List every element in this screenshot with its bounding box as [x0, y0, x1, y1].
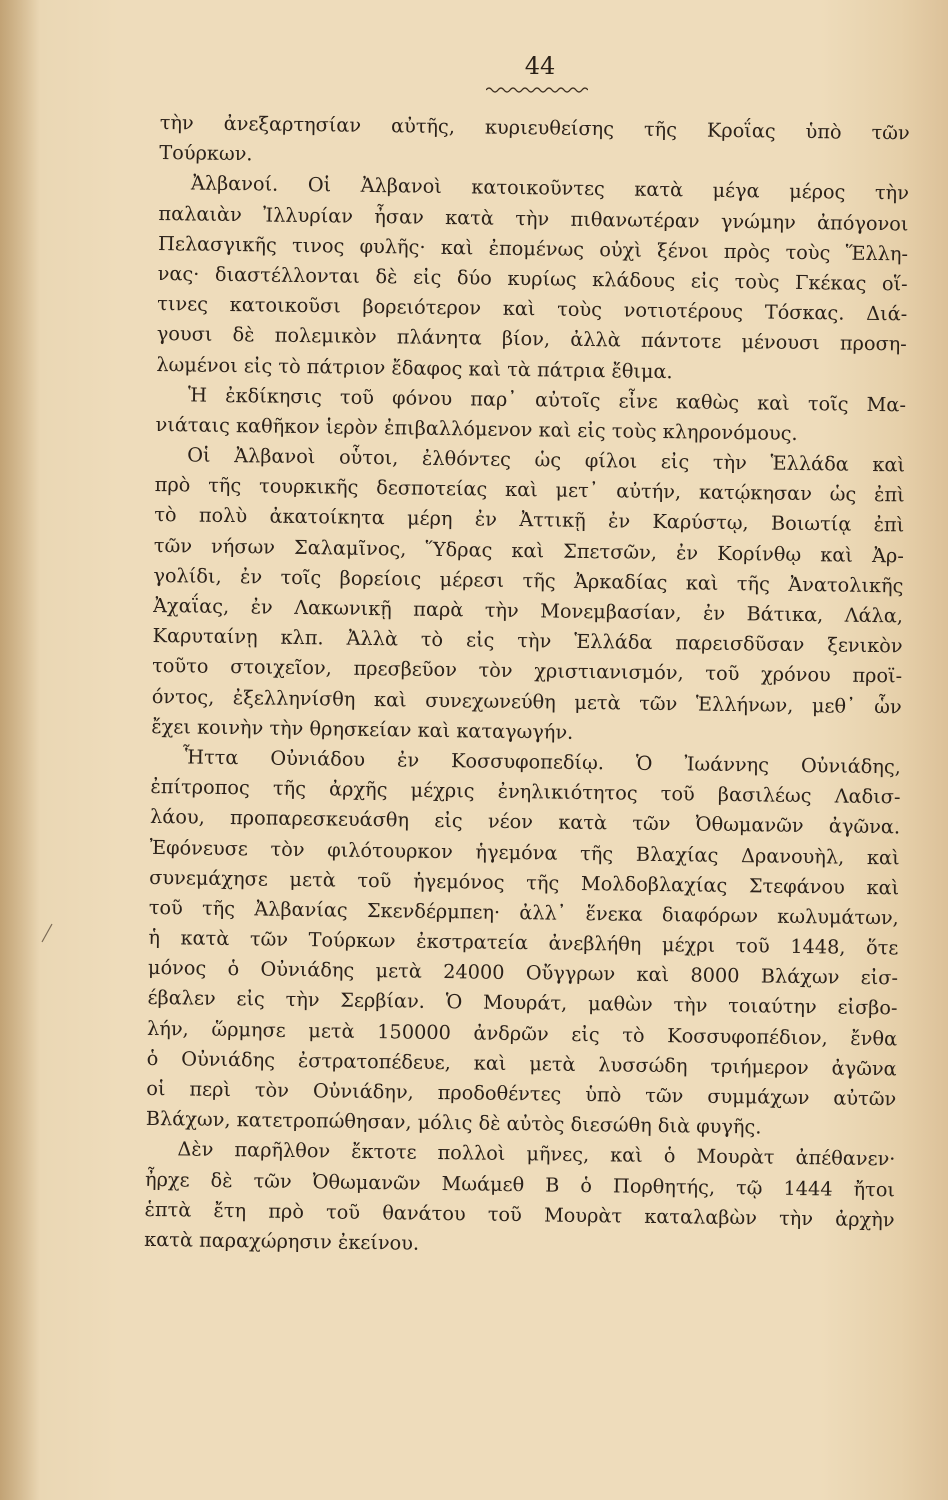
- text-line: Ἀχαΐας, ἐν Λακωνικῇ παρὰ τὴν Μονεμβασίαν, ἐν Βάτικα, Λάλα,: [152, 593, 904, 628]
- text-line: Ἀλβανοί. Οἱ Ἀλβανοὶ κατοικοῦντες κατὰ μέγα μέρος τὴν: [190, 171, 910, 205]
- text-line: μόνος ὁ Οὐνιάδης μετὰ 24000 Οὔγγρων καὶ 8000 Βλάχων εἰσ-: [147, 956, 899, 990]
- text-line: παλαιὰν Ἰλλυρίαν ἦσαν κατὰ τὴν πιθανωτέραν γνώμην ἀπόγονοι: [158, 201, 909, 236]
- text-line: τοῦ τῆς Ἀλβανίας Σκενδέρμπεη· ἀλλ᾽ ἕνεκα διαφόρων κωλυμάτων,: [148, 895, 899, 930]
- text-line: λήν, ὥρμησε μετὰ 150000 ἀνδρῶν εἰς τὸ Κοσσυφοπέδιον, ἔνθα: [146, 1016, 898, 1051]
- text-line: Τούρκων.: [159, 141, 253, 166]
- text-line: ἔχει κοινὴν τὴν θρησκείαν καὶ καταγωγήν.: [151, 714, 574, 744]
- page-number: 44: [524, 52, 556, 80]
- text-line: τὴν ἀνεξαρτησίαν αὐτῆς, κυριευθείσης τῆς Κροΐας ὑπὸ τῶν: [159, 110, 910, 145]
- text-line: ὁ Οὐνιάδης ἐστρατοπέδευε, καὶ μετὰ λυσσώδη τριήμερον ἀγῶνα: [146, 1046, 897, 1081]
- text-line: γουσι δὲ πολεμικὸν πλάνητα βίον, ἀλλὰ πάντοτε μένουσι προση-: [156, 322, 907, 356]
- text-line: λάου, προπαρεσκευάσθη εἰς νέον κατὰ τῶν Ὀθωμανῶν ἀγῶνα.: [149, 805, 901, 839]
- text-line: έβαλεν εἰς τὴν Σερβίαν. Ὁ Μουράτ, μαθὼν τὴν τοιαύτην εἰσβο-: [147, 986, 898, 1020]
- text-line: τοῦτο στοιχεῖον, πρεσβεῦον τὸν χριστιανισμόν, τοῦ χρόνου προϊ-: [152, 654, 903, 688]
- text-line: πρὸ τῆς τουρκικῆς δεσποτείας καὶ μετ᾽ αὐτήν, κατῴκησαν ὡς ἐπὶ: [154, 473, 905, 507]
- text-line: όντος, ἐξελληνίσθη καὶ συνεχωνεύθη μετὰ τῶν Ἑλλήνων, μεθ᾽ ὧν: [151, 684, 902, 718]
- wavy-rule-ornament: [486, 86, 588, 94]
- text-line: οἱ περὶ τὸν Οὐνιάδην, προδοθέντες ὑπὸ τῶν συμμάχων αὐτῶν: [146, 1076, 897, 1111]
- text-line: ἦρχε δὲ τῶν Ὀθωμανῶν Μωάμεθ Β ὁ Πορθητής, τῷ 1444 ἤτοι: [144, 1167, 896, 1201]
- text-line: τινες κατοικοῦσι βορειότερον καὶ τοὺς νοτιοτέρους Τόσκας. Διά-: [157, 292, 908, 326]
- text-line: νας· διαστέλλονται δὲ εἰς δύο κυρίως κλάδους εἰς τοὺς Γκέκας οἵ-: [157, 261, 908, 296]
- text-line: ἐπίτροπος τῆς ἀρχῆς μέχρις ἐνηλικιότητος τοῦ βασιλέως Λαδισ-: [150, 775, 901, 809]
- text-line: συνεμάχησε μετὰ τοῦ ἡγεμόνος τῆς Μολδοβλαχίας Στεφάνου καὶ: [149, 865, 900, 900]
- text-line: Οἱ Ἀλβανοὶ οὗτοι, ἐλθόντες ὡς φίλοι εἰς τὴν Ἑλλάδα καὶ: [186, 443, 906, 477]
- text-line: νιάταις καθῆκον ἱερὸν ἐπιβαλλόμενον καὶ εἰς τοὺς κληρονόμους.: [155, 412, 798, 445]
- text-line: Ἧττα Οὐνιάδου ἐν Κοσσυφοπεδίῳ. Ὁ Ἰωάννης Οὐνιάδης,: [182, 745, 902, 779]
- text-line: ἑπτὰ ἔτη πρὸ τοῦ θανάτου τοῦ Μουρὰτ καταλαβὼν τὴν ἀρχὴν: [144, 1197, 895, 1232]
- text-line: Βλάχων, κατετροπώθησαν, μόλις δὲ αὐτὸς διεσώθη διὰ φυγῆς.: [145, 1107, 762, 1139]
- text-line: λωμένοι εἰς τὸ πάτριον ἔδαφος καὶ τὰ πάτρια ἔθιμα.: [156, 352, 673, 383]
- text-line: γολίδι, ἐν τοῖς βορείοις μέρεσι τῆς Ἀρκαδίας καὶ τῆς Ἀνατολικῆς: [153, 563, 904, 598]
- spine-shadow: [0, 0, 40, 1500]
- text-line: τῶν νήσων Σαλαμῖνος, Ὕδρας καὶ Σπετσῶν, ἐν Κορίνθῳ καὶ Ἀρ-: [153, 533, 904, 568]
- text-line: τὸ πολὺ ἀκατοίκητα μέρη ἐν Ἀττικῇ ἐν Καρύστῳ, Βοιωτίᾳ ἐπὶ: [154, 503, 905, 537]
- text-line: Καρυταίνῃ κλπ. Ἀλλὰ τὸ εἰς τὴν Ἑλλάδα παρεισδῦσαν ξενικὸν: [152, 624, 903, 658]
- text-line: Ἐφόνευσε τὸν φιλότουρκον ἡγεμόνα τῆς Βλαχίας Δρανουὴλ, καὶ: [149, 835, 900, 869]
- text-line: Δὲν παρῆλθον ἔκτοτε πολλοὶ μῆνες, καὶ ὁ Μουρὰτ ἀπέθανεν·: [177, 1137, 896, 1171]
- text-line: κατὰ παραχώρησιν ἐκείνου.: [144, 1227, 420, 1255]
- text-line: ἡ κατὰ τῶν Τούρκων ἐκστρατεία ἀνεβλήθη μέχρι τοῦ 1448, ὅτε: [148, 925, 899, 960]
- pencil-margin-mark: [40, 922, 56, 944]
- text-line: Ἡ ἐκδίκησις τοῦ φόνου παρ᾽ αὐτοῖς εἶνε καθὼς καὶ τοῖς Μα-: [187, 383, 907, 417]
- body-text: [144, 108, 910, 1265]
- text-line: Πελασγικῆς τινος φυλῆς· καὶ ἐπομένως οὐχὶ ξένοι πρὸς τοὺς Ἕλλη-: [157, 231, 909, 266]
